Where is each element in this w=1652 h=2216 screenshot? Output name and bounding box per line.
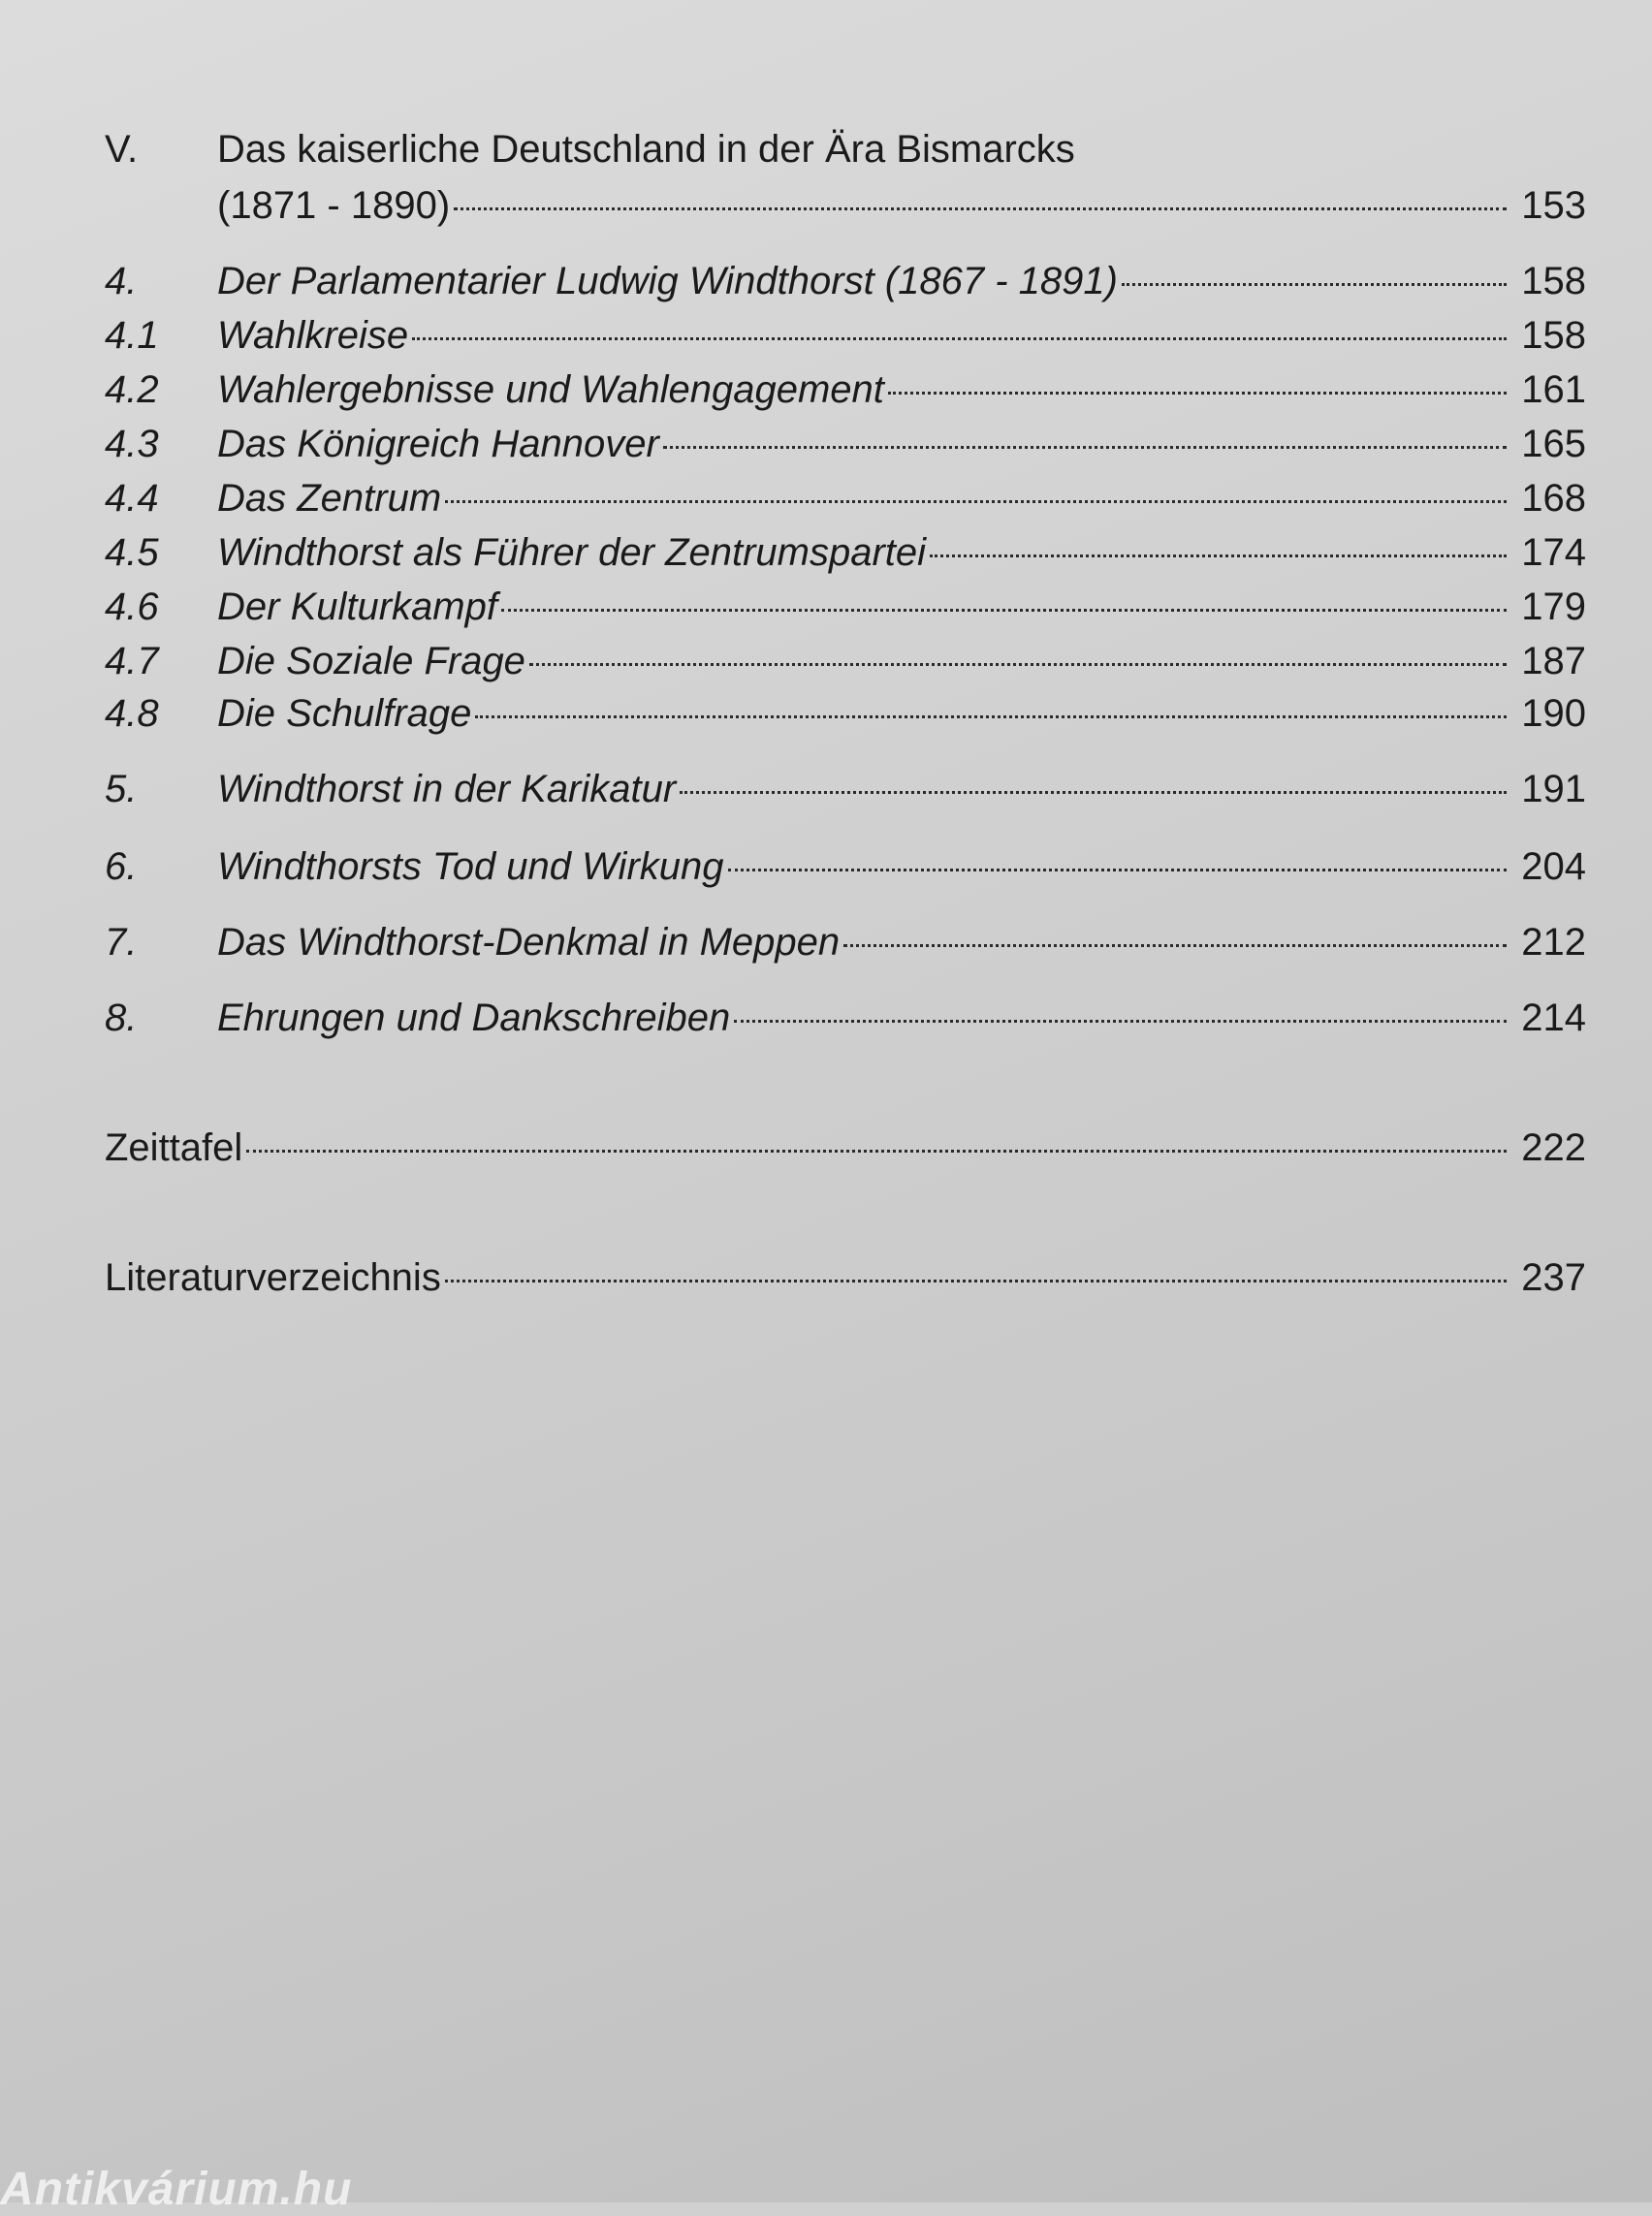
- section-heading-continued: [105, 178, 1586, 233]
- dot-leader: [734, 1020, 1507, 1023]
- entry-title: Windthorst als Führer der Zentrumspartei: [217, 531, 927, 574]
- entry-title: Windthorst in der Karikatur: [217, 768, 677, 810]
- entry-title: Ehrungen und Dankschreiben: [217, 997, 731, 1039]
- entry-number: 4.6: [105, 586, 159, 628]
- entry-page-number: 158: [1521, 260, 1586, 302]
- watermark: Antikvárium.hu: [0, 2164, 353, 2215]
- entry-number: 5.: [105, 768, 138, 810]
- entry-title: Das Königreich Hannover: [217, 423, 659, 465]
- section-title-line2: (1871 - 1890): [217, 184, 451, 227]
- dot-leader: [888, 392, 1507, 395]
- entry-number: 4.8: [105, 692, 159, 735]
- dot-leader: [475, 715, 1507, 718]
- dot-leader: [843, 944, 1507, 947]
- dot-leader: [728, 869, 1508, 871]
- toc-entry: [105, 308, 1586, 363]
- entry-title: Wahlergebnisse und Wahlengagement: [217, 368, 884, 411]
- toc-entry: [105, 254, 1586, 308]
- entry-page-number: 168: [1521, 477, 1586, 520]
- toc-entry: [105, 915, 1586, 969]
- toc-entry: [105, 417, 1586, 471]
- entry-page-number: 191: [1521, 768, 1586, 810]
- entry-title: Die Schulfrage: [217, 692, 472, 735]
- section-heading: [105, 122, 1586, 176]
- entry-number: 4.1: [105, 314, 159, 357]
- entry-page-number: 214: [1521, 997, 1586, 1039]
- dot-leader: [454, 207, 1507, 210]
- entry-page-number: 190: [1521, 692, 1586, 735]
- entry-page-number: 204: [1521, 845, 1586, 888]
- entry-page-number: 161: [1521, 368, 1586, 411]
- entry-page-number: 174: [1521, 531, 1586, 574]
- entry-number: 4.: [105, 260, 138, 302]
- toc-entry: [105, 991, 1586, 1045]
- appendix-entry: [105, 1250, 1586, 1305]
- appendix-entry: [105, 1121, 1586, 1175]
- dot-leader: [246, 1150, 1507, 1153]
- entry-number: 7.: [105, 921, 138, 964]
- appendix-title: Zeittafel: [105, 1126, 243, 1169]
- dot-leader: [529, 663, 1507, 666]
- entry-number: 4.2: [105, 368, 159, 411]
- dot-leader: [501, 609, 1507, 612]
- dot-leader: [412, 337, 1507, 340]
- dot-leader: [680, 791, 1507, 794]
- section-title-line1: Das kaiserliche Deutschland in der Ära Bismarcks: [217, 128, 1075, 171]
- dot-leader: [663, 446, 1507, 449]
- entry-title: Der Kulturkampf: [217, 586, 497, 628]
- toc-entry: [105, 634, 1586, 688]
- toc-entry: [105, 525, 1586, 580]
- dot-leader: [445, 1280, 1507, 1282]
- entry-number: 8.: [105, 997, 138, 1039]
- entry-title: Die Soziale Frage: [217, 640, 525, 682]
- entry-title: Der Parlamentarier Ludwig Windthorst (1867 - 1891): [217, 260, 1118, 302]
- appendix-page-number: 237: [1521, 1256, 1586, 1299]
- entry-title: Windthorsts Tod und Wirkung: [217, 845, 724, 888]
- entry-page-number: 165: [1521, 423, 1586, 465]
- toc-entry: [105, 580, 1586, 634]
- entry-page-number: 179: [1521, 586, 1586, 628]
- dot-leader: [445, 500, 1507, 503]
- entry-page-number: 158: [1521, 314, 1586, 357]
- appendix-page-number: 222: [1521, 1126, 1586, 1169]
- entry-page-number: 212: [1521, 921, 1586, 964]
- toc-entry: [105, 686, 1586, 741]
- entry-page-number: 187: [1521, 640, 1586, 682]
- appendix-title: Literaturverzeichnis: [105, 1256, 441, 1299]
- entry-number: 4.4: [105, 477, 159, 520]
- entry-title: Das Zentrum: [217, 477, 442, 520]
- entry-number: 6.: [105, 845, 138, 888]
- entry-title: Das Windthorst-Denkmal in Meppen: [217, 921, 841, 964]
- entry-number: 4.7: [105, 640, 159, 682]
- entry-number: 4.3: [105, 423, 159, 465]
- entry-number: 4.5: [105, 531, 159, 574]
- toc-entry: [105, 363, 1586, 417]
- section-page-number: 153: [1521, 184, 1586, 227]
- dot-leader: [1122, 283, 1507, 286]
- toc-entry: [105, 762, 1586, 816]
- toc-entry: [105, 839, 1586, 894]
- toc-entry: [105, 471, 1586, 525]
- section-number: V.: [105, 128, 139, 171]
- dot-leader: [930, 554, 1507, 557]
- entry-title: Wahlkreise: [217, 314, 409, 357]
